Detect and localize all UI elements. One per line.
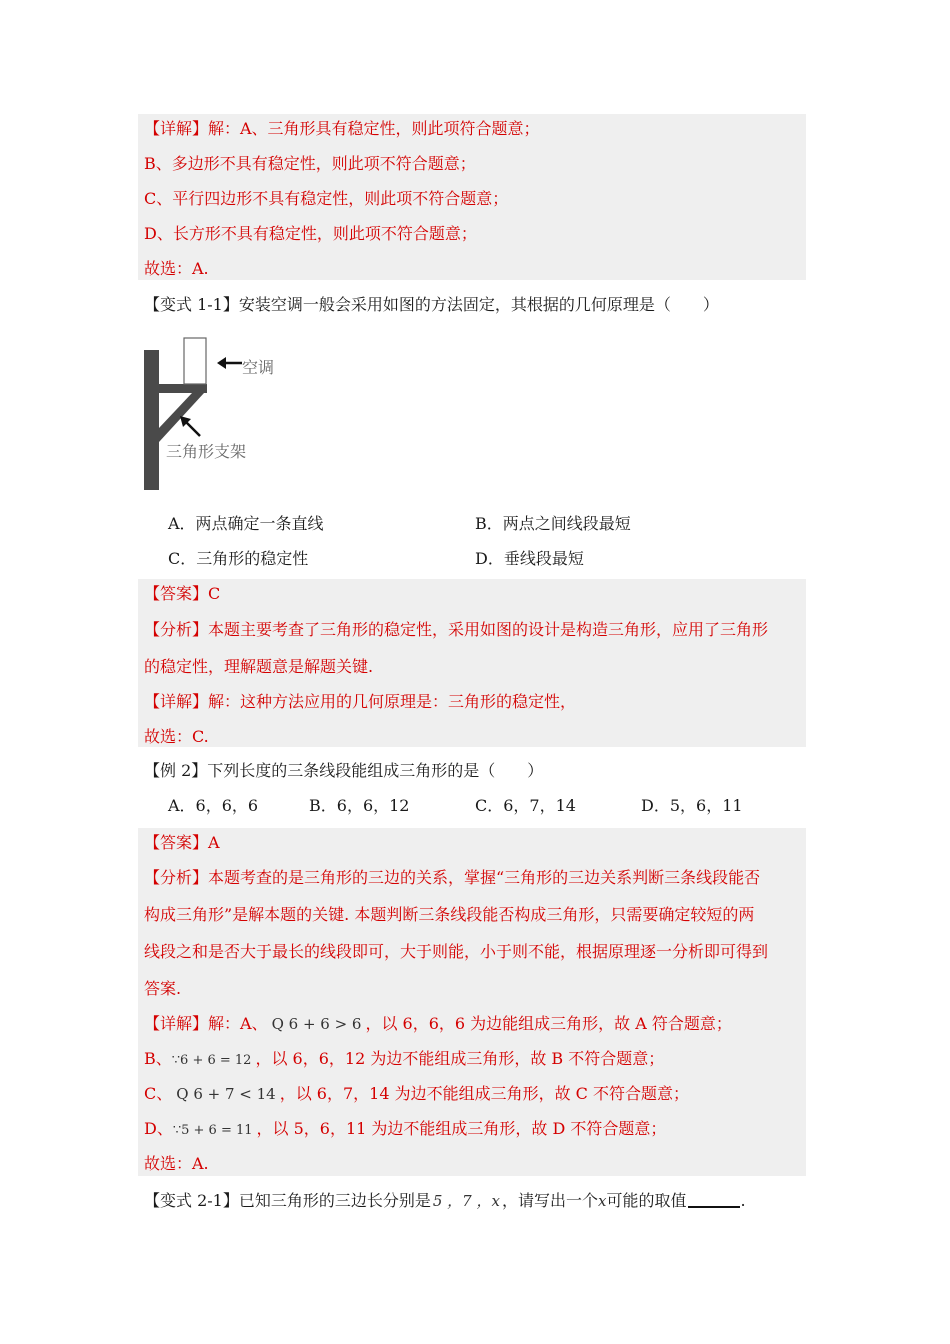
choice-line: 故选：A. xyxy=(144,259,209,278)
question-text: 【变式 1-1】安装空调一般会采用如图的方法固定，其根据的几何原理是（ ） xyxy=(144,295,719,314)
question-prefix: 【变式 2-1】已知三角形的三边长分别是 xyxy=(144,1191,431,1210)
answer-line: 【答案】C xyxy=(144,584,221,603)
choice-line: 故选：C. xyxy=(144,727,209,746)
option-b: B．两点之间线段最短 xyxy=(475,514,631,533)
option-a: A．6，6，6 xyxy=(168,796,259,815)
detail-prefix: B、 xyxy=(144,1049,172,1068)
detail-text: ，以 5，6，11 为边不能组成三角形，故 D 不符合题意； xyxy=(256,1119,667,1138)
analysis-line: 线段之和是否大于最长的线段即可，大于则能，小于则不能，根据原理逐一分析即可得到 xyxy=(144,942,769,961)
horizontal-bar xyxy=(159,384,207,393)
option-b: B．6，6，12 xyxy=(309,796,410,815)
arrow-up-left-icon xyxy=(180,416,202,438)
detail-prefix: D、 xyxy=(144,1119,173,1138)
detail-line-b xyxy=(144,1047,664,1073)
detail-line: D、长方形不具有稳定性，则此项不符合题意； xyxy=(144,224,477,243)
detail-line-c xyxy=(144,1082,689,1106)
answer-line: 【答案】A xyxy=(144,833,220,852)
option-c: C．6，7，14 xyxy=(475,796,576,815)
analysis-line: 【分析】本题考查的是三角形的三边的关系，掌握“三角形的三边关系判断三条线段能否 xyxy=(144,868,761,887)
detail-prefix: 【详解】解：A、 xyxy=(144,1014,268,1033)
label-triangle-bracket: 三角形支架 xyxy=(166,442,247,461)
arrow-left-icon xyxy=(217,356,243,370)
detail-text: ，以 6，7，14 为边不能组成三角形，故 C 不符合题意； xyxy=(279,1084,690,1103)
detail-line: 【详解】解：A、三角形具有稳定性，则此项符合题意； xyxy=(144,119,540,138)
math-expression: Q 6 + 7 < 14 xyxy=(176,1085,276,1103)
analysis-line: 构成三角形”是解本题的关键. 本题判断三条线段能否构成三角形，只需要确定较短的两 xyxy=(144,905,755,924)
math-expression: ∵6 + 6 = 12 xyxy=(171,1053,252,1068)
option-a: A．两点确定一条直线 xyxy=(168,514,324,533)
wall xyxy=(144,350,159,490)
detail-line: B、多边形不具有稳定性，则此项不符合题意； xyxy=(144,154,476,173)
label-air-conditioner: 空调 xyxy=(242,358,275,377)
air-conditioner-figure xyxy=(142,336,302,492)
option-d: D．5，6，11 xyxy=(641,796,743,815)
math-sides: 5 ，7 ，x xyxy=(432,1192,500,1210)
detail-line: 【详解】解：这种方法应用的几何原理是：三角形的稳定性， xyxy=(144,692,577,711)
analysis-line: 【分析】本题主要考查了三角形的稳定性，采用如图的设计是构造三角形，应用了三角形 xyxy=(144,620,769,639)
math-variable: x xyxy=(597,1192,607,1210)
question-end: . xyxy=(740,1191,746,1210)
analysis-line: 答案. xyxy=(144,979,182,998)
question-suffix: 可能的取值 xyxy=(606,1191,687,1210)
detail-text: ，以 6，6，12 为边不能组成三角形，故 B 不符合题意； xyxy=(255,1049,665,1068)
question-middle: ，请写出一个 xyxy=(501,1191,598,1210)
option-d: D．垂线段最短 xyxy=(475,549,584,568)
question-text: 【例 2】下列长度的三条线段能组成三角形的是（ ） xyxy=(144,761,544,780)
answer-blank[interactable] xyxy=(688,1190,740,1208)
analysis-line: 的稳定性，理解题意是解题关键. xyxy=(144,657,374,676)
math-expression: Q 6 + 6 > 6 xyxy=(271,1015,362,1033)
math-expression: ∵5 + 6 = 11 xyxy=(172,1123,253,1138)
detail-line-d xyxy=(144,1117,666,1143)
detail-text: ，以 6，6，6 为边能组成三角形，故 A 符合题意； xyxy=(365,1014,732,1033)
detail-line-a xyxy=(144,1012,732,1036)
detail-prefix: C、 xyxy=(144,1084,173,1103)
choice-line: 故选：A. xyxy=(144,1154,209,1173)
option-c: C．三角形的稳定性 xyxy=(168,549,309,568)
question-line xyxy=(144,1189,746,1213)
air-conditioner-unit xyxy=(184,338,206,384)
detail-line: C、平行四边形不具有稳定性，则此项不符合题意； xyxy=(144,189,509,208)
